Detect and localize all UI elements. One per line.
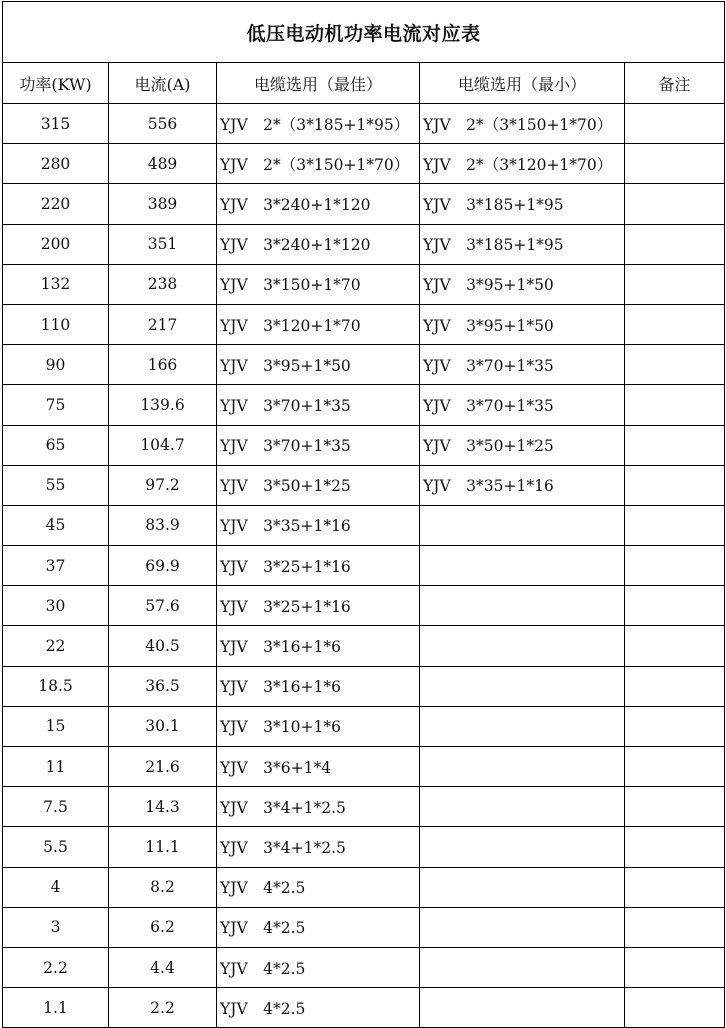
cell-cable-best: YJV 3*25+1*16: [217, 546, 420, 586]
table-row: [3, 827, 725, 867]
table-row: [3, 747, 725, 787]
cell-power: 3: [3, 907, 109, 947]
cell-current: 36.5: [109, 666, 217, 706]
table-row: [3, 947, 725, 987]
cell-cable-best: YJV 3*35+1*16: [217, 505, 420, 545]
cell-power: 220: [3, 184, 109, 224]
cell-cable-best: YJV 4*2.5: [217, 907, 420, 947]
cell-current: 139.6: [109, 385, 217, 425]
cell-power: 315: [3, 104, 109, 144]
cell-cable-best: YJV 3*150+1*70: [217, 264, 420, 304]
cell-current: 8.2: [109, 867, 217, 907]
cell-cable-min: [420, 747, 625, 787]
table-row: [3, 304, 725, 344]
cell-current: 556: [109, 104, 217, 144]
cell-current: 11.1: [109, 827, 217, 867]
cell-remark: [625, 304, 725, 344]
cell-cable-best: YJV 3*6+1*4: [217, 747, 420, 787]
table-row: [3, 626, 725, 666]
cell-remark: [625, 867, 725, 907]
cell-remark: [625, 546, 725, 586]
cell-cable-best: YJV 3*70+1*35: [217, 385, 420, 425]
table-row: [3, 546, 725, 586]
cell-remark: [625, 827, 725, 867]
cell-power: 30: [3, 586, 109, 626]
cell-remark: [625, 907, 725, 947]
header-row: [3, 63, 725, 104]
cell-current: 14.3: [109, 787, 217, 827]
cell-remark: [625, 425, 725, 465]
cell-power: 75: [3, 385, 109, 425]
cell-cable-best: YJV 3*95+1*50: [217, 345, 420, 385]
cell-remark: [625, 345, 725, 385]
table-row: [3, 505, 725, 545]
cell-power: 90: [3, 345, 109, 385]
cell-cable-min: YJV 3*50+1*25: [420, 425, 625, 465]
cell-power: 280: [3, 144, 109, 184]
cell-cable-best: YJV 4*2.5: [217, 947, 420, 987]
cell-current: 104.7: [109, 425, 217, 465]
header-power: 功率(KW): [3, 63, 109, 104]
cell-remark: [625, 385, 725, 425]
cell-power: 15: [3, 706, 109, 746]
cell-power: 45: [3, 505, 109, 545]
cell-cable-min: YJV 3*35+1*16: [420, 465, 625, 505]
cell-cable-min: [420, 586, 625, 626]
table-row: [3, 907, 725, 947]
cell-cable-best: YJV 4*2.5: [217, 867, 420, 907]
table-row: [3, 706, 725, 746]
table-row: [3, 425, 725, 465]
cell-power: 7.5: [3, 787, 109, 827]
cell-power: 110: [3, 304, 109, 344]
cell-current: 389: [109, 184, 217, 224]
cell-remark: [625, 264, 725, 304]
header-cable-best: 电缆选用（最佳）: [217, 63, 420, 104]
cell-current: 21.6: [109, 747, 217, 787]
table-body: [3, 104, 725, 1028]
cell-cable-min: [420, 706, 625, 746]
table-row: [3, 988, 725, 1028]
cell-power: 18.5: [3, 666, 109, 706]
cell-current: 97.2: [109, 465, 217, 505]
cell-cable-min: YJV 3*95+1*50: [420, 304, 625, 344]
cell-remark: [625, 465, 725, 505]
cell-current: 57.6: [109, 586, 217, 626]
cell-power: 2.2: [3, 947, 109, 987]
table-title: 低压电动机功率电流对应表: [3, 2, 725, 63]
cell-cable-best: YJV 3*4+1*2.5: [217, 827, 420, 867]
table-row: [3, 586, 725, 626]
cell-remark: [625, 706, 725, 746]
cell-cable-min: YJV 3*95+1*50: [420, 264, 625, 304]
table-row: [3, 264, 725, 304]
cell-power: 22: [3, 626, 109, 666]
cell-remark: [625, 626, 725, 666]
table-row: [3, 104, 725, 144]
cell-current: 489: [109, 144, 217, 184]
cell-power: 4: [3, 867, 109, 907]
header-current: 电流(A): [109, 63, 217, 104]
cell-remark: [625, 988, 725, 1028]
table-row: [3, 345, 725, 385]
cell-cable-best: YJV 3*10+1*6: [217, 706, 420, 746]
cell-cable-min: YJV 2*（3*120+1*70）: [420, 144, 625, 184]
cell-cable-best: YJV 2*（3*185+1*95）: [217, 104, 420, 144]
cell-cable-min: YJV 3*185+1*95: [420, 224, 625, 264]
cell-cable-best: YJV 3*16+1*6: [217, 626, 420, 666]
table-row: [3, 224, 725, 264]
cell-power: 55: [3, 465, 109, 505]
cell-cable-min: [420, 988, 625, 1028]
header-remark: 备注: [625, 63, 725, 104]
cell-cable-best: YJV 3*25+1*16: [217, 586, 420, 626]
cell-power: 200: [3, 224, 109, 264]
cell-current: 69.9: [109, 546, 217, 586]
cell-current: 217: [109, 304, 217, 344]
table-row: [3, 184, 725, 224]
header-cable-min: 电缆选用（最小）: [420, 63, 625, 104]
cell-current: 4.4: [109, 947, 217, 987]
cell-remark: [625, 666, 725, 706]
cell-remark: [625, 184, 725, 224]
cell-current: 30.1: [109, 706, 217, 746]
cell-remark: [625, 144, 725, 184]
cell-power: 1.1: [3, 988, 109, 1028]
cell-remark: [625, 586, 725, 626]
cell-cable-min: YJV 3*185+1*95: [420, 184, 625, 224]
cell-current: 40.5: [109, 626, 217, 666]
cell-cable-min: [420, 626, 625, 666]
cell-current: 351: [109, 224, 217, 264]
table-row: [3, 144, 725, 184]
cell-cable-min: YJV 3*70+1*35: [420, 385, 625, 425]
cell-cable-min: [420, 947, 625, 987]
cell-cable-min: [420, 546, 625, 586]
cell-power: 132: [3, 264, 109, 304]
cell-cable-min: [420, 827, 625, 867]
table-row: [3, 867, 725, 907]
cell-current: 166: [109, 345, 217, 385]
table-row: [3, 385, 725, 425]
cell-cable-best: YJV 3*240+1*120: [217, 224, 420, 264]
title-row: [3, 2, 725, 63]
cell-remark: [625, 224, 725, 264]
cell-power: 65: [3, 425, 109, 465]
cell-remark: [625, 947, 725, 987]
cell-cable-min: [420, 907, 625, 947]
cell-cable-best: YJV 4*2.5: [217, 988, 420, 1028]
cell-cable-min: [420, 666, 625, 706]
motor-cable-table: [2, 1, 725, 1028]
cell-cable-min: [420, 787, 625, 827]
cell-cable-min: YJV 3*70+1*35: [420, 345, 625, 385]
table-row: [3, 666, 725, 706]
cell-cable-best: YJV 3*50+1*25: [217, 465, 420, 505]
cell-remark: [625, 505, 725, 545]
cell-cable-min: YJV 2*（3*150+1*70）: [420, 104, 625, 144]
cell-cable-best: YJV 2*（3*150+1*70）: [217, 144, 420, 184]
cell-cable-min: [420, 505, 625, 545]
cell-remark: [625, 787, 725, 827]
cell-cable-min: [420, 867, 625, 907]
cell-current: 238: [109, 264, 217, 304]
cell-cable-best: YJV 3*240+1*120: [217, 184, 420, 224]
cell-cable-best: YJV 3*4+1*2.5: [217, 787, 420, 827]
cell-current: 83.9: [109, 505, 217, 545]
cell-power: 37: [3, 546, 109, 586]
cell-remark: [625, 747, 725, 787]
cell-current: 6.2: [109, 907, 217, 947]
table-row: [3, 787, 725, 827]
cell-cable-best: YJV 3*120+1*70: [217, 304, 420, 344]
cell-cable-best: YJV 3*70+1*35: [217, 425, 420, 465]
cell-power: 5.5: [3, 827, 109, 867]
cell-current: 2.2: [109, 988, 217, 1028]
table-row: [3, 465, 725, 505]
cell-remark: [625, 104, 725, 144]
cell-cable-best: YJV 3*16+1*6: [217, 666, 420, 706]
cell-power: 11: [3, 747, 109, 787]
